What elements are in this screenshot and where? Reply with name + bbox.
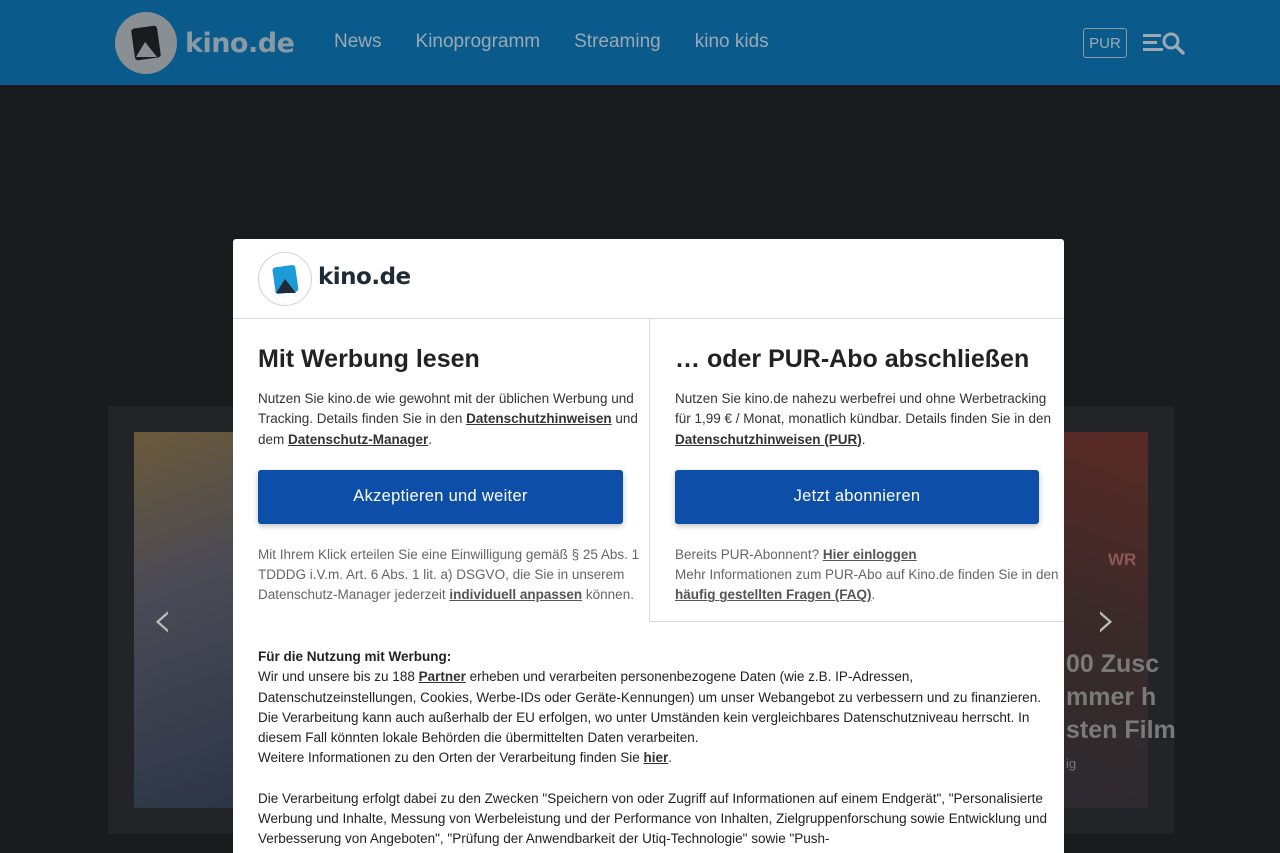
pur-note-text: Bereits PUR-Abonnent?: [675, 546, 823, 562]
partner-link[interactable]: Partner: [418, 669, 466, 685]
pur-option-text: Nutzen Sie kino.de nahezu werbefrei und ohne Werbetracking für 1,99 € / Monat, monatlich kündbar. Details finden Sie in den: [675, 391, 1051, 427]
consent-text: können.: [582, 587, 634, 603]
details-heading: [258, 647, 1048, 667]
ad-option-text: .: [428, 431, 433, 447]
details-paragraph-3: Die Verarbeitung erfolgt dabei zu den Zwecken "Speichern von oder Zugriff auf Informationen auf einem Endgerät", "Personalisierte Werbung und Inhalte, Messung von Werbeleistung und der Performance von Inhalten, Zielgruppenforschung sowie Entwicklung und Verbesserung von Angeboten", "Prüfung der Anwendbarkeit der Utiq-Technologie" sowie "Push-: [258, 790, 1047, 847]
details-text: Weitere Informationen zu den Orten der Verarbeitung finden Sie: [258, 750, 644, 766]
consent-text: Mit Ihrem Klick erteilen Sie eine Einwilligung gemäß § 25 Abs. 1 TDDDG i.V.m. Art. 6 Abs. 1 lit. a) DSGVO, die Sie in unserem Datenschutz-Manager jederzeit: [258, 546, 640, 603]
pur-option-column: [649, 319, 1064, 622]
teaser-meta: ig: [1066, 756, 1077, 771]
login-link[interactable]: Hier einloggen: [822, 546, 917, 562]
pur-option-description: [675, 389, 1064, 450]
logo-icon: [115, 12, 177, 74]
carousel-next-icon[interactable]: ›: [1096, 590, 1117, 650]
site-header: [0, 0, 1280, 85]
nav-item-news[interactable]: News: [334, 31, 382, 52]
accept-button[interactable]: Akzeptieren und weiter: [258, 470, 623, 524]
logo-text: kino.de: [185, 27, 295, 59]
pur-option-title: … oder PUR-Abo abschließen: [675, 345, 1030, 373]
details-text: Wir und unsere bis zu 188: [258, 669, 419, 685]
pur-subscriber-note: [675, 545, 1064, 606]
faq-link[interactable]: häufig gestellten Fragen (FAQ): [675, 587, 872, 603]
subscribe-button[interactable]: Jetzt abonnieren: [675, 470, 1039, 524]
main-nav: [334, 31, 803, 53]
teaser-title-line-1: 00 Zusc: [1066, 650, 1160, 678]
teaser-title-line-3: sten Film: [1066, 716, 1176, 744]
details-heading-text: Für die Nutzung mit Werbung:: [258, 649, 452, 664]
pur-note-text: .: [871, 587, 876, 603]
pur-button[interactable]: PUR: [1083, 28, 1127, 58]
ad-option-description: [258, 389, 649, 450]
nav-item-streaming[interactable]: Streaming: [574, 31, 661, 52]
privacy-manager-link[interactable]: Datenschutz-Manager: [288, 431, 429, 447]
ad-option-text: Nutzen Sie kino.de wie gewohnt mit der üblichen Werbung und Tracking. Details finden Sie in den: [258, 391, 634, 427]
menu-search-icon[interactable]: [1142, 30, 1186, 56]
pur-note-text: Mehr Informationen zum PUR-Abo auf Kino.de finden Sie in den: [675, 567, 1059, 583]
customize-link[interactable]: individuell anpassen: [449, 587, 583, 603]
details-text: erheben und verarbeiten personenbezogene Daten (wie z.B. IP-Adressen, Datenschutzeinstellungen, Cookies, Werbe-IDs oder Geräte-Kennungen) um unser Webangebot zu verbessern und zu finanzieren. Die Verarbeitung kann auch außerhalb der EU erfolgen, wo unter Umständen kein vergleichbares Datenschutzniveau herrscht. In diesem Fall könnten lokale Behörden die übermittelten Daten verarbeiten.: [258, 669, 1041, 746]
modal-logo-icon: [258, 252, 312, 306]
ad-option-title: Mit Werbung lesen: [258, 345, 480, 373]
consent-modal: [233, 239, 1064, 853]
pur-privacy-link[interactable]: Datenschutzhinweisen (PUR): [675, 431, 862, 447]
teaser-logo: WR: [1108, 550, 1137, 569]
details-paragraph-1: [258, 667, 1048, 748]
nav-item-kino-kids[interactable]: kino kids: [694, 31, 769, 52]
ad-option-column: [233, 319, 649, 606]
consent-note: [258, 545, 649, 606]
pur-option-text: .: [861, 431, 866, 447]
consent-details: [258, 647, 1048, 850]
privacy-notice-link[interactable]: Datenschutzhinweisen: [466, 411, 612, 427]
details-paragraph-2: [258, 748, 1048, 768]
details-text: .: [668, 750, 673, 766]
nav-item-kinoprogramm[interactable]: Kinoprogramm: [415, 31, 541, 52]
modal-logo-text: kino.de: [318, 264, 411, 290]
ad-option-text: und dem: [258, 411, 638, 447]
modal-header: [233, 239, 1064, 319]
carousel-prev-icon[interactable]: ‹: [152, 590, 173, 650]
teaser-title-line-2: mmer h: [1066, 683, 1157, 711]
site-logo[interactable]: [115, 12, 294, 74]
processing-locations-link[interactable]: hier: [643, 750, 669, 766]
